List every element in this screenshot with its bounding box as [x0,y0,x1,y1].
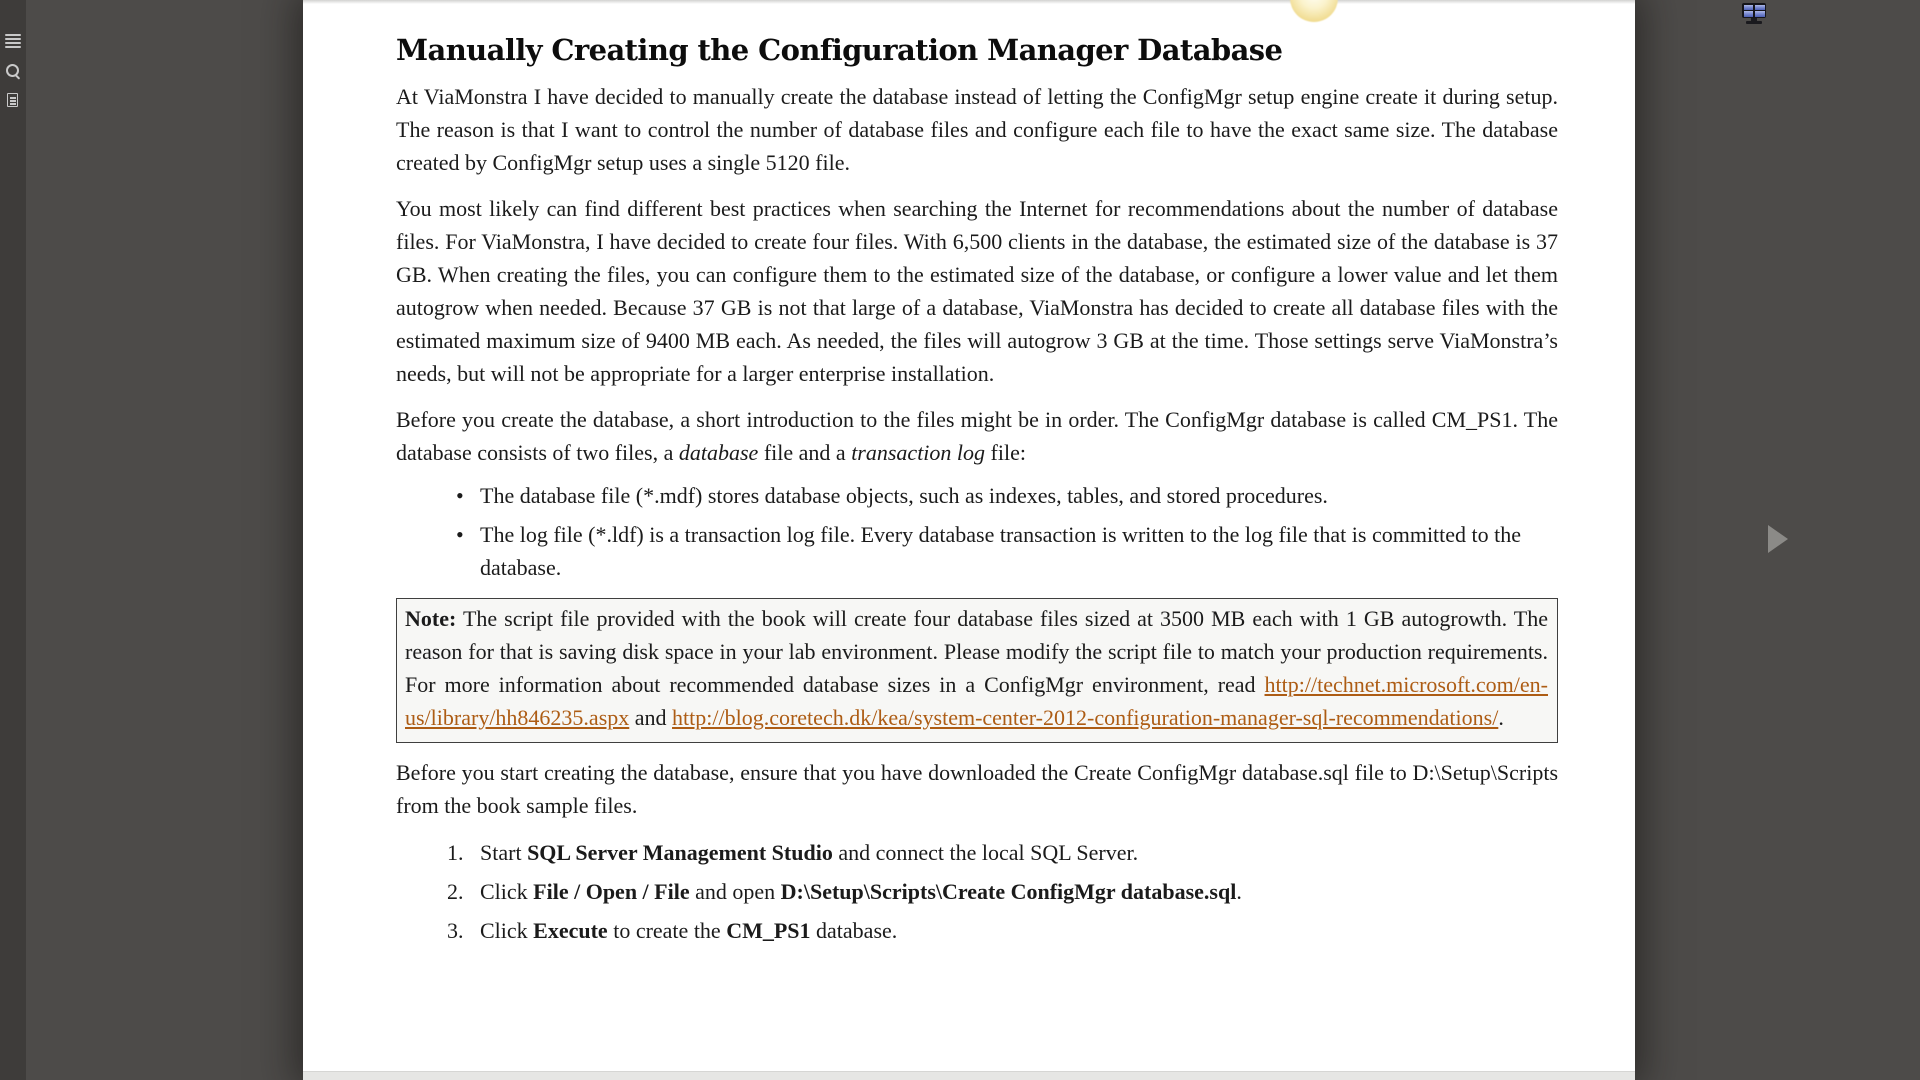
paragraph-before-start: Before you start creating the database, ensure that you have downloaded the Create ConfigMgr database.sql file to D:\Setup\Scripts from the book sample files. [396,760,1558,818]
hyperlink[interactable]: http://technet.microsoft.com/en-us/library/hh846235.aspx [405,672,1548,730]
next-page-arrow-icon[interactable] [1768,525,1788,553]
note-box: Note: The script file provided with the book will create four database files sized at 3500 MB each with 1 GB autogrowth. The reason for that is saving disk space in your lab environment. Please modify the script file to match your production requirements. For more information about recommended database sizes in a ConfigMgr environment, read http://technet.microsoft.com/en-us/library/hh846235.aspx and http://blog.coretech.dk/kea/system-center-2012-configuration-manager-sql-recommendations/. [396,598,1558,743]
bullet-marker: • [456,483,464,508]
step-text: Click Execute to create the CM_PS1 database. [480,918,898,943]
paragraph-intro: At ViaMonstra I have decided to manually create the database instead of letting the ConfigMgr setup engine create it during setup. The reason is that I want to control the number of database files and configure each file to have the exact same size. The database created by ConfigMgr setup uses a single 5120 file. [396,84,1558,175]
page-bottom-shadow [303,1071,1635,1080]
step-text: Start SQL Server Management Studio and connect the local SQL Server. [480,840,1139,865]
monitor-pane [1744,11,1754,16]
step-number: 3. [447,918,464,943]
list-item-text: The database file (*.mdf) stores database objects, such as indexes, tables, and stored procedures. [480,483,1328,508]
numbered-step [396,914,1558,947]
page-content [396,0,1558,953]
numbered-step-list [396,836,1558,947]
monitor-pane [1755,5,1765,10]
paragraph-best-practices: You most likely can find different best practices when searching the Internet for recommendations about the number of database files. For ViaMonstra, I have decided to create four files. With 6,500 clients in the database, the estimated size of the database is 37 GB. When creating the files, you can configure them to the estimated size of the database, or configure a lower value and let them autogrow when needed. Because 37 GB is not that large of a database, ViaMonstra has decided to create all database files with the estimated maximum size of 9400 MB each. As needed, the files will autogrow 3 GB at the time. Those settings serve ViaMonstra’s needs, but will not be appropriate for a larger enterprise installation. [396,196,1558,386]
step-text: Click File / Open / File and open D:\Setup\Scripts\Create ConfigMgr database.sql. [480,879,1242,904]
document-icon[interactable] [5,93,21,109]
monitor-base [1746,21,1762,24]
step-number: 1. [447,840,464,865]
monitor-screen [1742,3,1766,18]
sidebar-toolbar [0,0,26,1080]
list-item [396,518,1558,584]
monitor-pane [1744,5,1754,10]
numbered-step [396,836,1558,869]
step-number: 2. [447,879,464,904]
list-item [396,479,1558,512]
bullet-marker: • [456,522,464,547]
list-item-text: The log file (*.ldf) is a transaction log file. Every database transaction is written to the log file that is committed to the database. [480,522,1522,580]
paragraph-file-introduction: Before you create the database, a short introduction to the files might be in order. The ConfigMgr database is called CM_PS1. The database consists of two files, a database file and a transaction log file: [396,407,1558,465]
page-title: Manually Creating the Configuration Manager Database [396,33,1283,67]
numbered-step [396,875,1558,908]
bullet-list [396,479,1558,584]
search-icon[interactable] [5,63,21,79]
hyperlink[interactable]: http://blog.coretech.dk/kea/system-center-2012-configuration-manager-sql-recommendations/ [672,705,1499,730]
monitor-grid-icon[interactable] [1742,3,1768,25]
document-page [303,0,1635,1080]
toc-icon[interactable] [5,33,21,49]
monitor-pane [1755,11,1765,16]
